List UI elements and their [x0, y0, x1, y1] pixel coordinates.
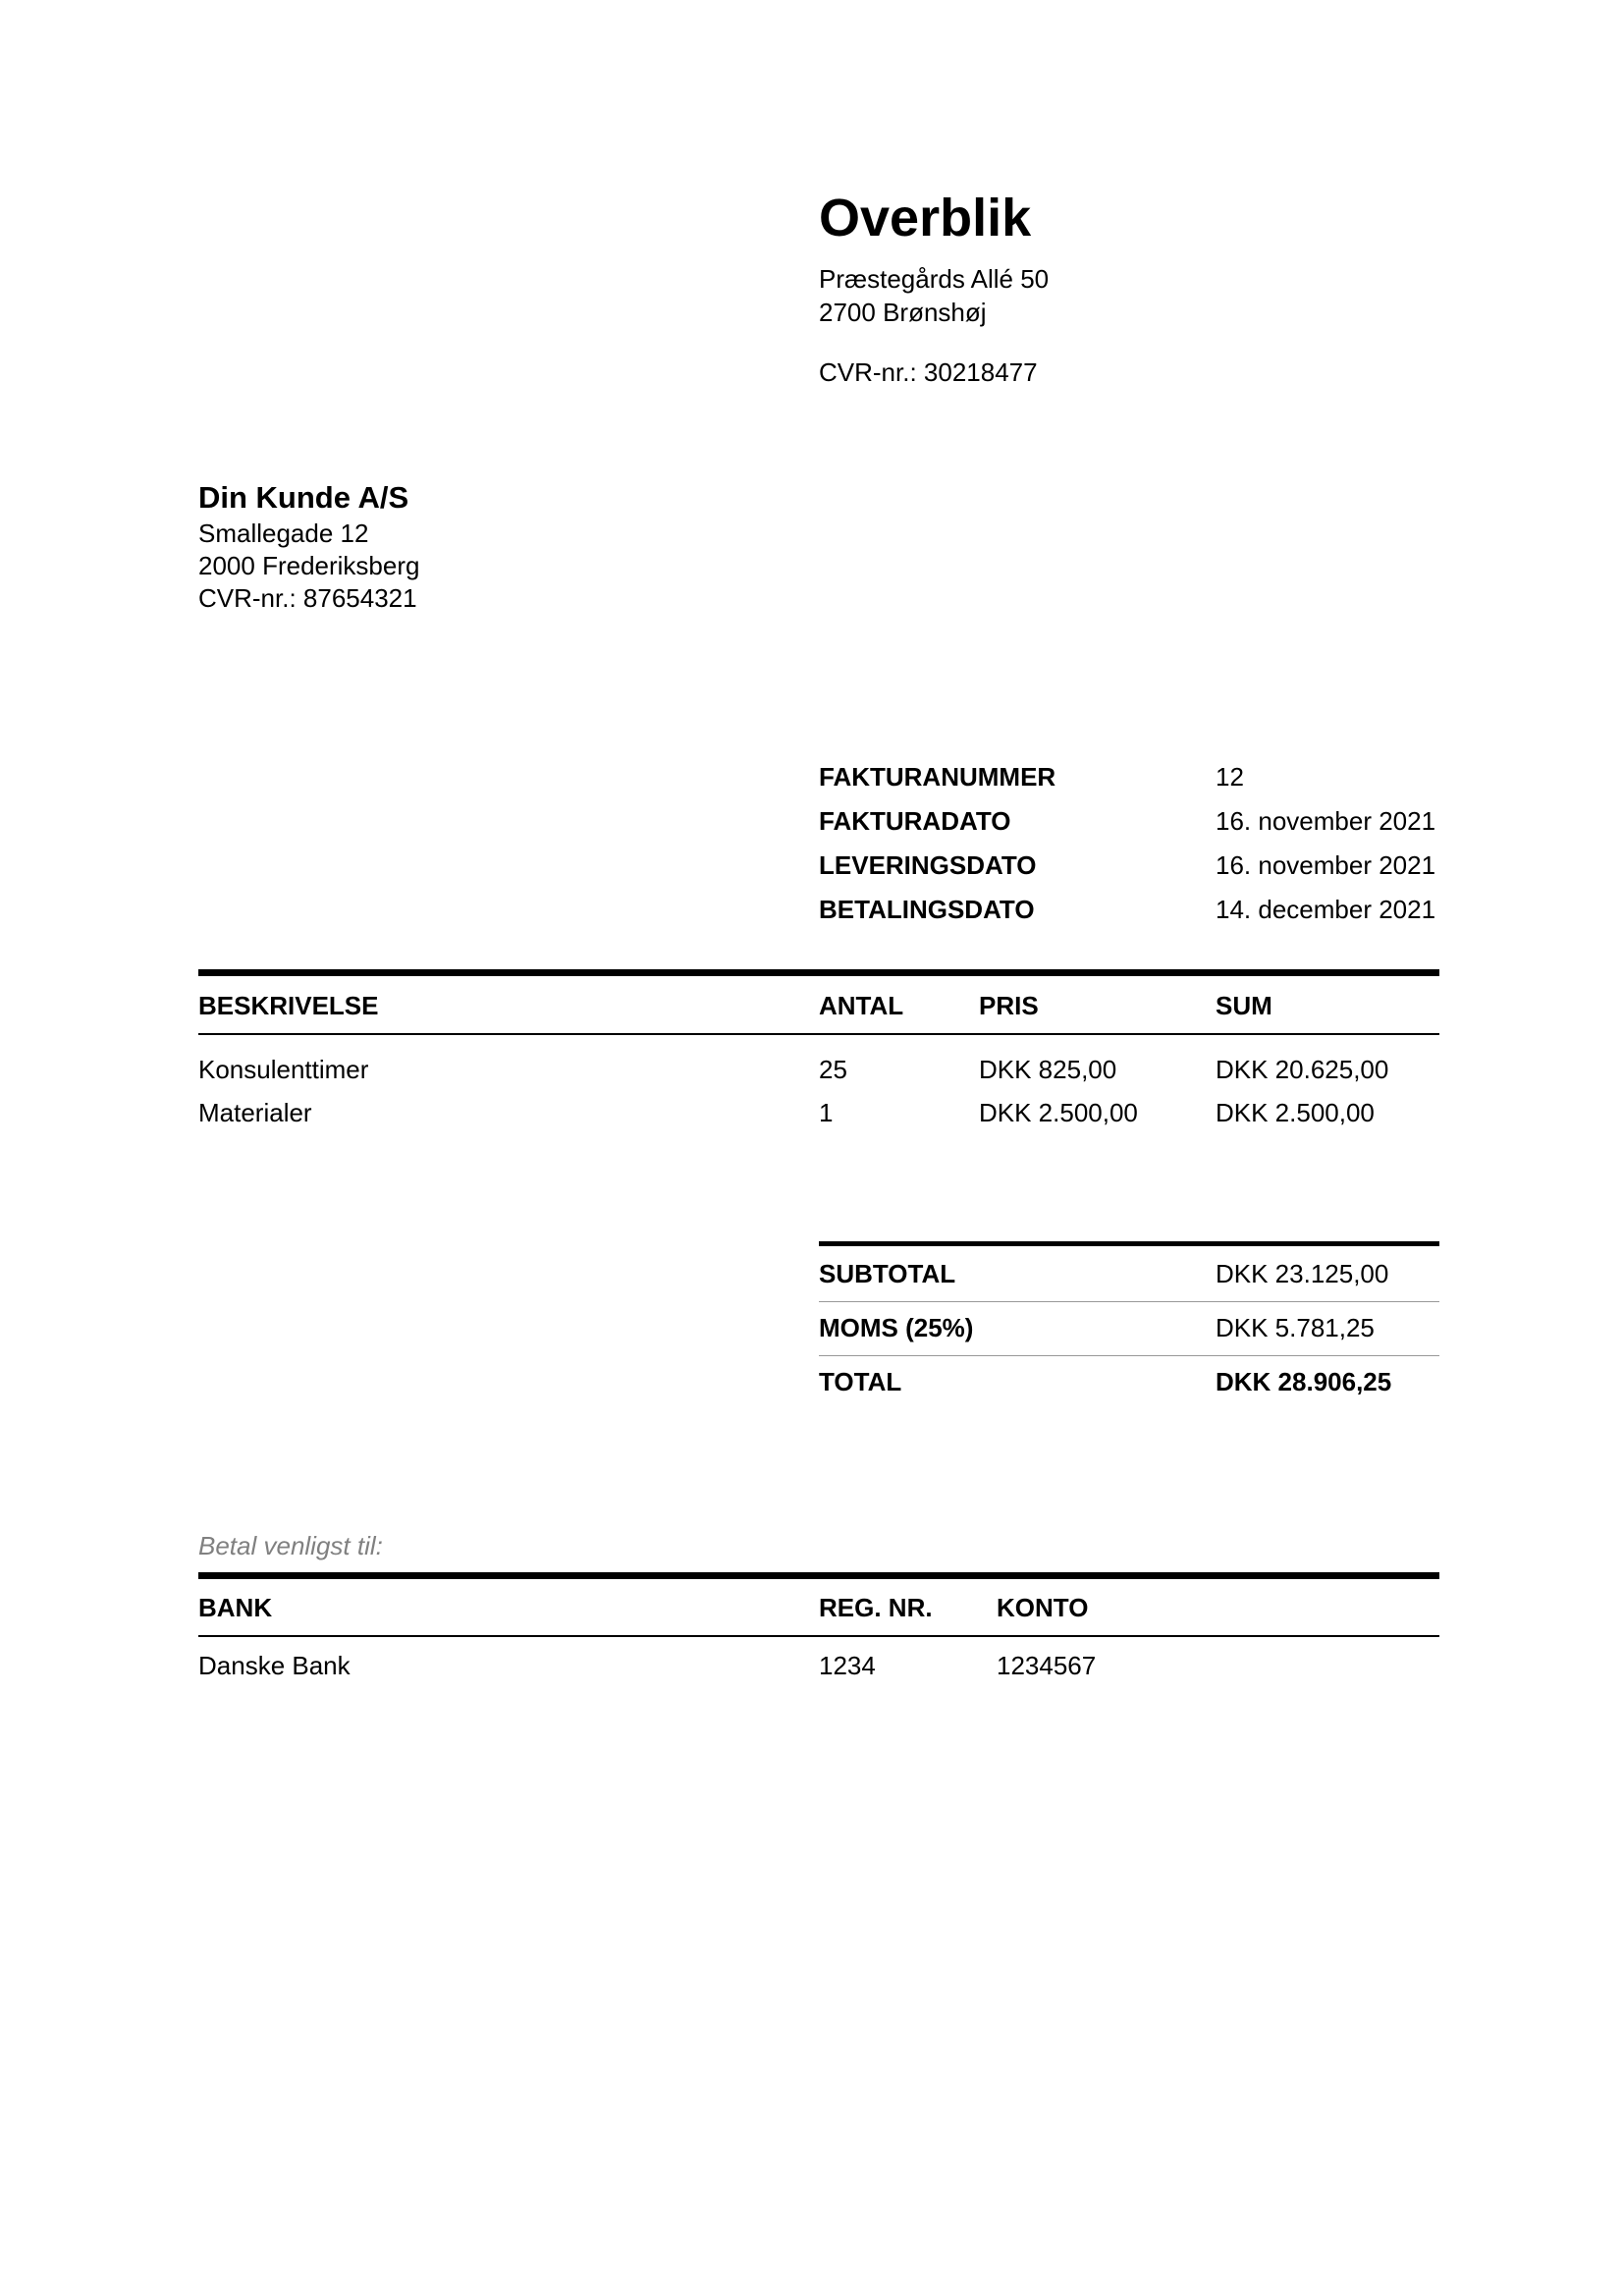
company-name: Overblik [819, 189, 1032, 247]
item-sum: DKK 20.625,00 [1216, 1055, 1389, 1084]
payment-date-label: BETALINGSDATO [819, 895, 1035, 924]
vat-value: DKK 5.781,25 [1216, 1313, 1375, 1342]
invoice-date-value: 16. november 2021 [1216, 806, 1436, 836]
totals-divider [819, 1301, 1439, 1302]
header-description: BESKRIVELSE [198, 991, 379, 1020]
sender-cvr: CVR-nr.: 30218477 [819, 357, 1038, 387]
bank-name: Danske Bank [198, 1651, 351, 1680]
customer-street: Smallegade 12 [198, 519, 369, 548]
sender-street: Præstegårds Allé 50 [819, 264, 1050, 294]
item-description: Konsulenttimer [198, 1055, 369, 1084]
payment-date-value: 14. december 2021 [1216, 895, 1436, 924]
sender-city: 2700 Brønshøj [819, 298, 987, 327]
bank-reg-nr: 1234 [819, 1651, 876, 1680]
invoice-date-label: FAKTURADATO [819, 806, 1011, 836]
delivery-date-label: LEVERINGSDATO [819, 850, 1037, 880]
vat-label: MOMS (25%) [819, 1313, 974, 1342]
totals-top-rule [819, 1241, 1439, 1246]
payment-note: Betal venligst til: [198, 1531, 383, 1560]
totals-divider [819, 1355, 1439, 1356]
item-sum: DKK 2.500,00 [1216, 1098, 1375, 1127]
delivery-date-value: 16. november 2021 [1216, 850, 1436, 880]
invoice-number-value: 12 [1216, 762, 1244, 792]
customer-city: 2000 Frederiksberg [198, 551, 420, 580]
bank-account: 1234567 [997, 1651, 1097, 1680]
total-label: TOTAL [819, 1367, 902, 1396]
header-reg-nr: REG. NR. [819, 1593, 933, 1622]
customer-cvr: CVR-nr.: 87654321 [198, 583, 417, 613]
subtotal-label: SUBTOTAL [819, 1259, 956, 1288]
payment-top-rule [198, 1572, 1439, 1579]
total-value: DKK 28.906,25 [1216, 1367, 1392, 1396]
payment-header-rule [198, 1635, 1439, 1637]
header-account: KONTO [997, 1593, 1089, 1622]
item-quantity: 1 [819, 1098, 834, 1127]
item-price: DKK 2.500,00 [979, 1098, 1138, 1127]
header-quantity: ANTAL [819, 991, 904, 1020]
header-price: PRIS [979, 991, 1039, 1020]
header-sum: SUM [1216, 991, 1272, 1020]
customer-name: Din Kunde A/S [198, 480, 409, 515]
header-bank: BANK [198, 1593, 273, 1622]
subtotal-value: DKK 23.125,00 [1216, 1259, 1389, 1288]
item-quantity: 25 [819, 1055, 847, 1084]
item-description: Materialer [198, 1098, 312, 1127]
item-price: DKK 825,00 [979, 1055, 1117, 1084]
items-header-rule [198, 1033, 1439, 1035]
invoice-number-label: FAKTURANUMMER [819, 762, 1056, 792]
items-top-rule [198, 969, 1439, 976]
